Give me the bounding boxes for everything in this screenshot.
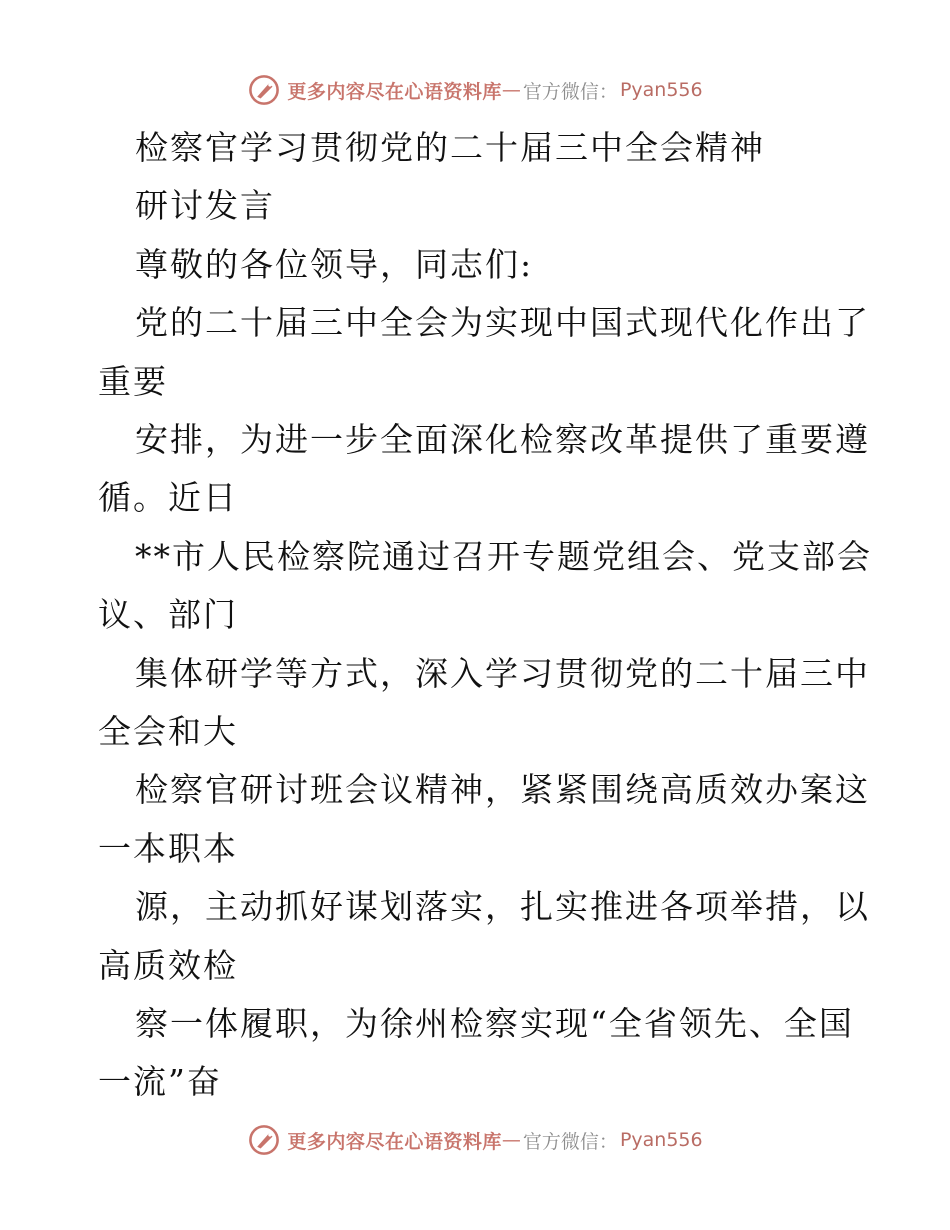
document-salutation: 尊敬的各位领导，同志们: (135, 245, 534, 284)
document-title-line1: 检察官学习贯彻党的二十届三中全会精神 (135, 128, 765, 167)
paragraph-line: **市人民检察院通过召开专题党组会、党支部会 (135, 537, 872, 576)
paragraph-line: 议、部门 (98, 595, 238, 634)
watermark-official-text: 官方微信： (522, 1130, 618, 1153)
watermark-main-text: 更多内容尽在心语资料库 (287, 80, 502, 103)
watermark-separator: — (501, 79, 521, 101)
watermark-footer (0, 1120, 950, 1160)
paragraph-line: 察一体履职，为徐州检察实现“全省领先、全国 (135, 1004, 854, 1043)
paragraph-line: 安排，为进一步全面深化检察改革提供了重要遵 (135, 420, 870, 459)
document-title-line2: 研讨发言 (135, 186, 275, 225)
pen-nib-icon (247, 73, 281, 107)
paragraph-line: 全会和大 (98, 712, 238, 751)
pen-nib-icon (247, 1123, 281, 1157)
paragraph-line: 循。近日 (98, 478, 238, 517)
paragraph-line: 一流”奋 (98, 1062, 222, 1101)
paragraph-line: 重要 (98, 362, 168, 401)
watermark-handle: Pyan556 (619, 79, 703, 101)
paragraph-line: 党的二十届三中全会为实现中国式现代化作出了 (135, 303, 870, 342)
paragraph-line: 集体研学等方式，深入学习贯彻党的二十届三中 (135, 654, 870, 693)
paragraph-line: 源，主动抓好谋划落实，扎实推进各项举措，以 (135, 887, 870, 926)
paragraph-line: 检察官研讨班会议精神，紧紧围绕高质效办案这 (135, 770, 870, 809)
watermark-main-text: 更多内容尽在心语资料库 (287, 1130, 502, 1153)
paragraph-line: 高质效检 (98, 946, 238, 985)
watermark-official-text: 官方微信： (522, 80, 618, 103)
watermark-separator: — (501, 1129, 521, 1151)
paragraph-line: 一本职本 (98, 829, 238, 868)
watermark-header (0, 70, 950, 110)
watermark-handle: Pyan556 (619, 1129, 703, 1151)
